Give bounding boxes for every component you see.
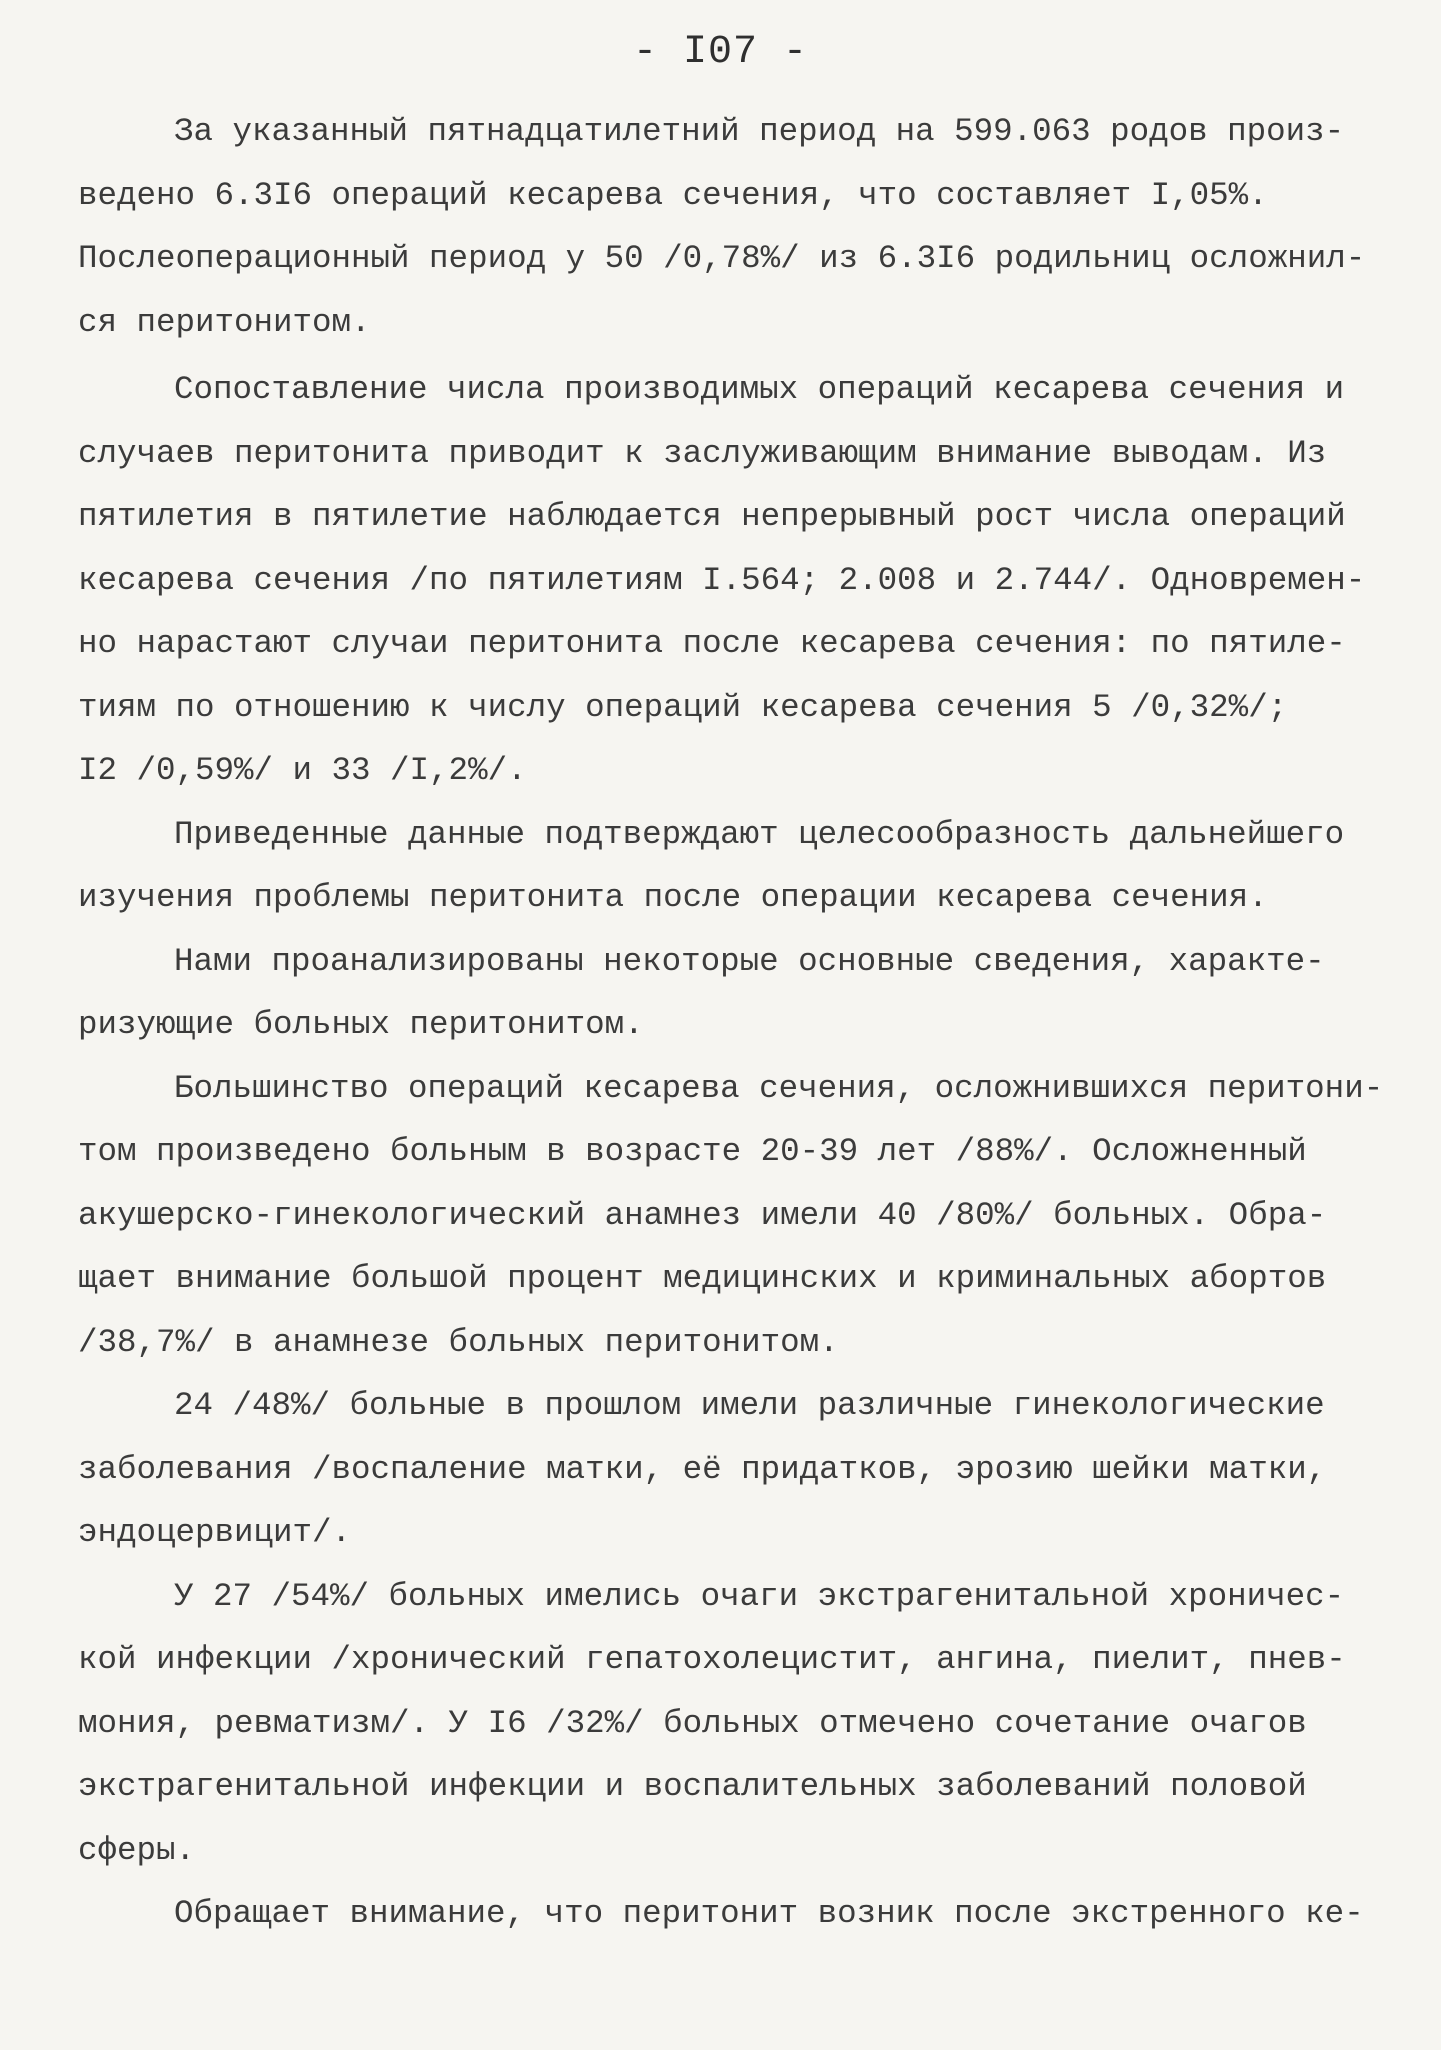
text-line: том произведено больным в возрасте 20-39 лет /88%/. Осложненный xyxy=(78,1133,1307,1170)
text-line: 24 /48%/ больные в прошлом имели различные гинекологические xyxy=(174,1387,1325,1424)
text-line: Большинство операций кесарева сечения, осложнившихся перитони- xyxy=(174,1069,1384,1107)
text-line: эндоцервицит/. xyxy=(78,1514,352,1551)
text-line: экстрагенитальной инфекции и воспалительных заболеваний половой xyxy=(78,1768,1307,1805)
text-line: случаев перитонита приводит к заслуживающим внимание выводам. Из xyxy=(78,434,1327,472)
text-line: кесарева сечения /по пятилетиям I.564; 2.008 и 2.744/. Одновремен- xyxy=(78,561,1366,599)
text-line: ведено 6.3I6 операций кесарева сечения, что составляет I,05%. xyxy=(78,176,1268,214)
text-line: ся перитонитом. xyxy=(78,303,371,341)
text-line: /38,7%/ в анамнезе больных перитонитом. xyxy=(78,1323,839,1361)
text-line: Обращает внимание, что перитонит возник после экстренного ке- xyxy=(174,1895,1364,1932)
paragraph-3 xyxy=(78,803,1378,930)
text-line: пятилетия в пятилетие наблюдается непрерывный рост числа операций xyxy=(78,498,1346,535)
text-line: сферы. xyxy=(78,1831,196,1869)
text-line: Послеоперационный период у 50 /0,78%/ из 6.3I6 родильниц осложнил- xyxy=(78,240,1366,277)
text-line: Приведенные данные подтверждают целесообразность дальнейшего xyxy=(174,815,1345,853)
text-line: тиям по отношению к числу операций кесарева сечения 5 /0,32%/; xyxy=(78,688,1288,726)
text-line: акушерско-гинекологический анамнез имели 40 /80%/ больных. Обра- xyxy=(78,1196,1327,1234)
text-line: мония, ревматизм/. У I6 /32%/ больных отмечено сочетание очагов xyxy=(78,1704,1307,1742)
text-line: За указанный пятнадцатилетний период на 599.063 родов произ- xyxy=(174,113,1345,150)
paragraph-8 xyxy=(78,1882,1378,1946)
text-line: Нами проанализированы некоторые основные сведения, характе- xyxy=(174,942,1325,980)
body-text xyxy=(78,100,1384,1946)
text-line: I2 /0,59%/ и 33 /I,2%/. xyxy=(78,752,527,789)
paragraph-6 xyxy=(78,1374,1378,1565)
paragraph-7 xyxy=(78,1565,1378,1883)
page-number: - I07 - xyxy=(632,30,809,75)
text-line: кой инфекции /хронический гепатохолецистит, ангина, пиелит, пнев- xyxy=(78,1641,1346,1678)
text-line: щает внимание большой процент медицинских и криминальных абортов xyxy=(78,1260,1327,1297)
paragraph-1 xyxy=(78,100,1378,354)
text-line: ризующие больных перитонитом. xyxy=(78,1006,644,1043)
text-line: изучения проблемы перитонита после операции кесарева сечения. xyxy=(78,879,1268,916)
text-line: У 27 /54%/ больных имелись очаги экстрагенитальной хроничес- xyxy=(174,1577,1345,1615)
paragraph-2 xyxy=(78,358,1378,803)
text-line: заболевания /воспаление матки, её придатков, эрозию шейки матки, xyxy=(78,1450,1327,1488)
text-line: но нарастают случаи перитонита после кесарева сечения: по пятиле- xyxy=(78,625,1346,662)
paragraph-5 xyxy=(78,1057,1384,1375)
paragraph-4 xyxy=(78,930,1378,1057)
text-line: Сопоставление числа производимых операций кесарева сечения и xyxy=(174,371,1345,408)
